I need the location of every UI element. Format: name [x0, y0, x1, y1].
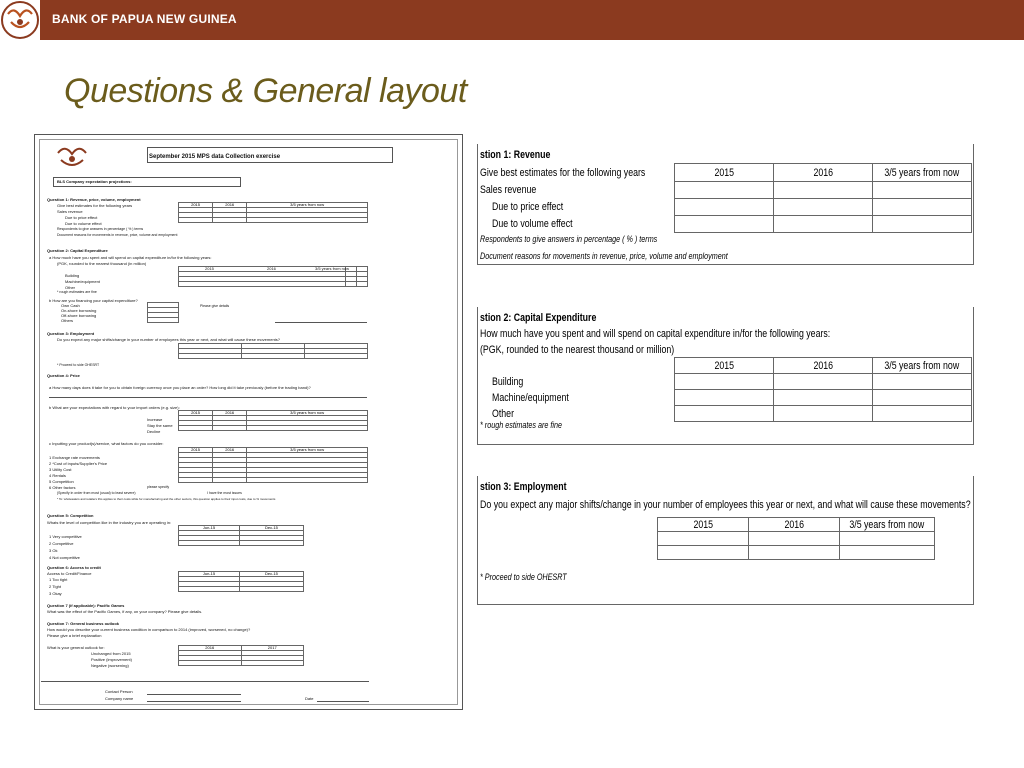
q1-heading: Question 1: Revenue, price, volume, employment: [47, 197, 141, 202]
q7-grid: 2016 2017: [178, 645, 304, 666]
capex-grid: [674, 357, 972, 422]
capex-panel: [477, 307, 974, 445]
q1-line3: Due to price effect: [65, 215, 98, 220]
q7-line1: How would you describe your current business condition in comparison to 2014 (improved, worsened, no change)?: [47, 627, 251, 632]
q3-grid: [178, 343, 368, 359]
revenue-note2: Document reasons for movements in revenue, price, volume and employment: [480, 251, 728, 261]
company-line: [147, 701, 241, 702]
capex-item-other: Other: [492, 408, 515, 420]
employment-note: * Proceed to side OHESRT: [480, 572, 567, 582]
q7a-line1: What was the effect of the Pacific Games, if any, on your company? Please give details.: [47, 609, 203, 614]
date-label: Date: [305, 696, 314, 701]
q1-col: 2016: [213, 203, 247, 208]
bank-logo: [0, 0, 40, 40]
q1-col: 3/5 years from now: [247, 203, 368, 208]
q3-note: * Proceed to side OHESRT: [57, 363, 100, 367]
contact-label: Contact Person: [105, 689, 133, 694]
q4-line-c: c Inputting your product(s)/service, what factors do you consider:: [49, 441, 164, 446]
q7-line3: What is your general outlook for:: [47, 645, 105, 650]
q5-item-2: 3 Ok: [49, 548, 58, 553]
revenue-line3: Due to price effect: [492, 201, 564, 213]
q4-leave: I have the most issues: [207, 491, 242, 495]
q4-line-b: b What are your expectations with regard to your import orders (e.g. size):: [49, 405, 180, 410]
q2-item-machine: Machine/equipment: [65, 279, 100, 284]
q6-grid: Jun-15 Dec-15: [178, 571, 304, 592]
q4-factor-2: 3 Utility Cost: [49, 467, 72, 472]
employment-panel: [477, 476, 974, 605]
q4-factor-3: 4 Rentals: [49, 473, 66, 478]
q4-footnote: * To: wholesalers and retailers this applies to their costs while for manufacturing and the other sectors, this question applies to their input costs, due to % movements: [57, 497, 276, 501]
q4-factor-0: 1 Exchange rate movements: [49, 455, 100, 460]
q2-line1: a How much have you spent and will spend on capital expenditure in/for the following years:: [49, 255, 212, 260]
q4-answer-line: [49, 397, 367, 398]
q4-factor-1: 2 *Cost of inputs/Supplier's Price: [49, 461, 108, 466]
employment-grid: [657, 517, 935, 560]
q5-heading: Question 5: Competition: [47, 513, 94, 518]
q5-grid: Jun-15 Dec-15: [178, 525, 304, 546]
q4-specify-note: (Specify in order from most (usual) to least severe): [57, 491, 136, 495]
q1-line2: Sales revenue: [57, 209, 83, 214]
q1-line1: Give best estimates for the following years: [57, 203, 133, 208]
q6-line1: Access to Credit/Finance: [47, 571, 92, 576]
q5-item-1: 2 Competitive: [49, 541, 74, 546]
q4-heading: Question 4: Price: [47, 373, 80, 378]
q4b-item-0: Increase: [147, 417, 163, 422]
q2-fin-2: Off-shore borrowing: [61, 313, 97, 318]
q4b-item-2: Decline: [147, 429, 161, 434]
q4-line-a: a How many days does it take for you to obtain foreign currency once you place an order? How long did it take previously (before the trading band)?: [49, 385, 311, 390]
q3-heading: Question 3: Employment: [47, 331, 95, 336]
employment-title: stion 3: Employment: [480, 481, 567, 493]
q2-detail: Please give details: [200, 304, 230, 308]
header-bar: [0, 0, 1024, 40]
employment-col-2016: 2016: [784, 518, 805, 531]
capex-item-machine: Machine/equipment: [492, 392, 569, 404]
q2-line2: (PGK, rounded to the nearest thousand (in million): [57, 261, 147, 266]
q4c-grid: 2015 2016 3/5 years from now: [178, 447, 368, 483]
form-title: September 2015 MPS data Collection exercise: [149, 154, 281, 160]
q4b-item-1: Stay the same: [147, 423, 173, 428]
revenue-line4: Due to volume effect: [492, 218, 573, 230]
q7-heading: Question 7: General business outlook: [47, 621, 120, 626]
q6-heading: Question 6: Access to credit: [47, 565, 101, 570]
form-logo: [55, 143, 89, 176]
employment-line1: Do you expect any major shifts/change in your number of employees this year or next, and what will cause these movements?: [480, 499, 971, 511]
company-name-label: Company name: [105, 696, 134, 701]
q2-item-building: Building: [65, 273, 80, 278]
capex-note: * rough estimates are fine: [480, 420, 563, 430]
q7-item-1: Positive (improvement): [91, 657, 132, 662]
capex-title: stion 2: Capital Expenditure: [480, 312, 597, 324]
revenue-line1: Give best estimates for the following years: [480, 167, 646, 179]
capex-col-2016: 2016: [813, 359, 833, 372]
q2-cols: 2015: [205, 266, 214, 271]
revenue-line2: Sales revenue: [480, 184, 537, 196]
q6-item-0: 1 Too tight: [49, 577, 68, 582]
revenue-col-2015: 2015: [714, 166, 734, 179]
capex-col-35: 3/5 years from now: [884, 359, 960, 372]
q1-line5: Respondents to give answers in percentage ( % ) terms: [57, 227, 144, 231]
q4-specify: please specify: [147, 485, 170, 489]
q2-note: * rough estimates are fine: [57, 290, 97, 294]
q5-line1: Whats the level of competition like in the industry you are operating in:: [47, 520, 172, 525]
revenue-grid: [674, 163, 972, 233]
q1-grid: [178, 202, 368, 223]
capex-col-2015: 2015: [714, 359, 734, 372]
q6-item-2: 3 Okay: [49, 591, 62, 596]
revenue-title: stion 1: Revenue: [480, 149, 551, 161]
company-label: BLS Company expectation projections:: [57, 179, 132, 184]
q7-item-2: Negative (worsening): [91, 663, 129, 668]
q2-fin-0: Own Cash: [61, 303, 80, 308]
q1-line6: Document reasons for movements in revenue, price, volume and employment: [57, 233, 178, 237]
capex-item-building: Building: [492, 376, 524, 388]
date-line: [317, 701, 369, 702]
revenue-panel: [477, 144, 974, 265]
contact-line: [147, 694, 241, 695]
revenue-col-35: 3/5 years from now: [884, 166, 960, 179]
header-title: BANK OF PAPUA NEW GUINEA: [52, 12, 237, 26]
q2-heading: Question 2: Capital Expenditure: [47, 248, 108, 253]
q2-finance-grid: [147, 302, 179, 323]
revenue-note1: Respondents to give answers in percentage ( % ) terms: [480, 234, 658, 244]
q2-fin-3: Others: [61, 318, 74, 323]
q7a-heading: Question 7 (if applicable): Pacific Games: [47, 603, 125, 608]
form-thumbnail: [34, 134, 463, 710]
q3-line1: Do you expect any major shifts/change in your number of employees this year or next, and what will cause these movements?: [57, 337, 281, 342]
q4-factor-4: 5 Competition: [49, 479, 74, 484]
q5-item-3: 4 Not competitive: [49, 555, 80, 560]
q1-line4: Due to volume effect: [65, 221, 102, 226]
capex-line2: (PGK, rounded to the nearest thousand or million): [480, 344, 675, 356]
q4b-grid: 2015 2016 3/5 years from now: [178, 410, 368, 431]
revenue-col-2016: 2016: [813, 166, 833, 179]
q2-fin-1: On-shore borrowing: [61, 308, 97, 313]
q1-col: 2015: [179, 203, 213, 208]
q4-factor-5: 6 Other factors: [49, 485, 76, 490]
q5-item-0: 1 Very competitive: [49, 534, 82, 539]
capex-line1: How much have you spent and will spend on capital expenditure in/for the following years:: [480, 328, 831, 340]
q2-line3: b How are you financing your capital expenditure?: [49, 298, 138, 303]
q6-item-1: 2 Tight: [49, 584, 62, 589]
q7-item-0: Unchanged from 2015: [91, 651, 131, 656]
slide-title: Questions & General layout: [64, 72, 467, 110]
form-footer-rule: [41, 681, 369, 682]
q2-item-other: Other: [65, 285, 76, 290]
q2-col2: 2016: [267, 266, 276, 271]
employment-col-35: 3/5 years from now: [849, 518, 925, 531]
q2-col3: 3/5 years from now: [315, 266, 350, 271]
q2-detail-line: [275, 322, 367, 323]
employment-col-2015: 2015: [693, 518, 713, 531]
q7-line2: Please give a brief explanation: [47, 633, 102, 638]
